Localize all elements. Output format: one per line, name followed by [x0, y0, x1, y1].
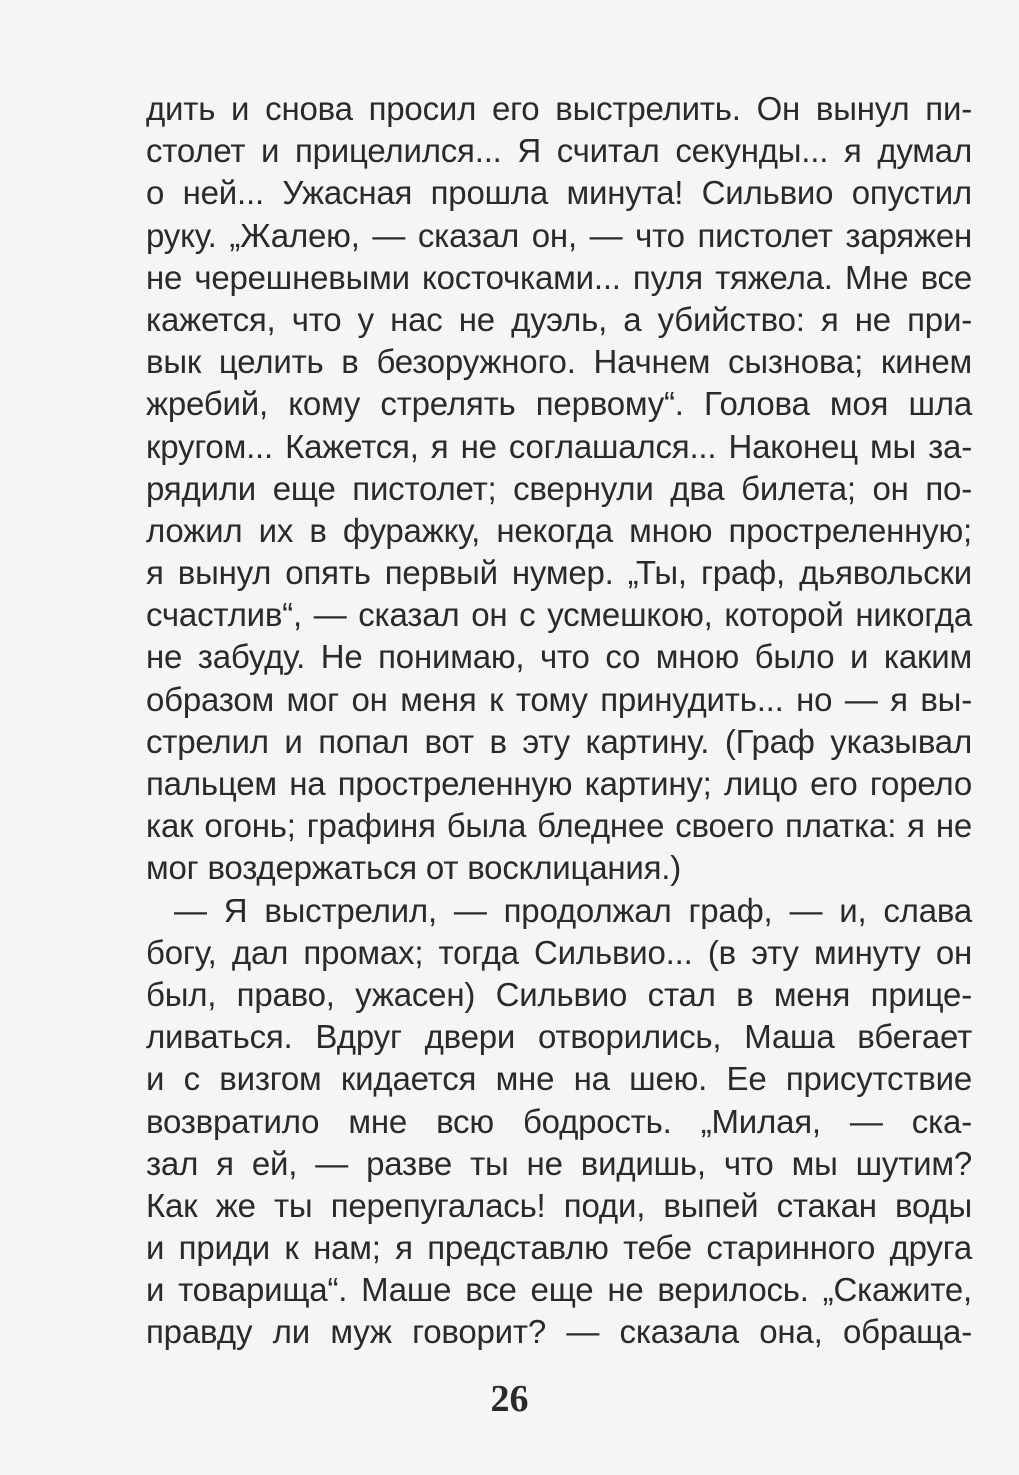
text-line: мог воздержаться от восклицания.) [146, 849, 682, 887]
text-line: о ней... Ужасная прошла минута! Сильвио опустил [146, 174, 972, 212]
text-line: пальцем на простреленную картину; лицо его горело [146, 765, 972, 802]
text-line: образом мог он меня к тому принудить... но — я вы- [146, 680, 972, 718]
text-line: не забуду. Не понимаю, что со мною было и каким [146, 638, 972, 676]
text-line: руку. „Жалею, — сказал он, — что пистолет заряжен [146, 216, 972, 254]
text-line: жребий, кому стрелять первому“. Голова моя шла [146, 385, 972, 423]
text-line: и приди к нам; я представлю тебе старинного друга [146, 1229, 972, 1267]
text-line: кругом... Кажется, я не соглашался... Наконец мы за- [146, 427, 972, 465]
text-line: как огонь; графиня была бледнее своего платка: я не [146, 807, 972, 845]
text-line: и с визгом кидается мне на шею. Ее присутствие [146, 1060, 972, 1098]
text-line: вык целить в безоружного. Начнем сызнова; кинем [146, 343, 972, 381]
text-line: Как же ты перепугалась! поди, выпей стакан воды [146, 1186, 972, 1224]
body-text [146, 88, 972, 1354]
text-line: счастлив“, — сказал он с усмешкою, которой никогда [146, 596, 972, 634]
page-number: 26 [490, 1378, 529, 1420]
text-line: — Я выстрелил, — продолжал граф, — и, слава [174, 891, 972, 929]
text-line: столет и прицелился... Я считал секунды... я думал [146, 132, 972, 170]
text-line: и товарища“. Маше все еще не верилось. „Скажите, [146, 1271, 972, 1309]
text-line: ливаться. Вдруг двери отворились, Маша вбегает [146, 1018, 972, 1056]
text-line: был, право, ужасен) Сильвио стал в меня прице- [146, 975, 972, 1013]
text-line: я вынул опять первый нумер. „Ты, граф, дьявольски [146, 554, 972, 592]
text-line: не черешневыми косточками... пуля тяжела. Мне все [146, 258, 972, 296]
text-line: богу, дал промах; тогда Сильвио... (в эту минуту он [146, 933, 972, 971]
text-line: ложил их в фуражку, некогда мною простреленную; [146, 511, 972, 549]
text-line: возвратило мне всю бодрость. „Милая, — ска- [146, 1102, 972, 1140]
text-line: стрелил и попал вот в эту картину. (Граф указывал [146, 722, 972, 760]
text-line: правду ли муж говорит? — сказала она, обраща- [146, 1313, 972, 1351]
text-line: зал я ей, — разве ты не видишь, что мы шутим? [146, 1144, 972, 1182]
text-line: рядили еще пистолет; свернули два билета; он по- [146, 469, 972, 507]
text-line: кажется, что у нас не дуэль, а убийство: я не при- [146, 300, 972, 338]
text-line: дить и снова просил его выстрелить. Он вынул пи- [146, 90, 972, 127]
